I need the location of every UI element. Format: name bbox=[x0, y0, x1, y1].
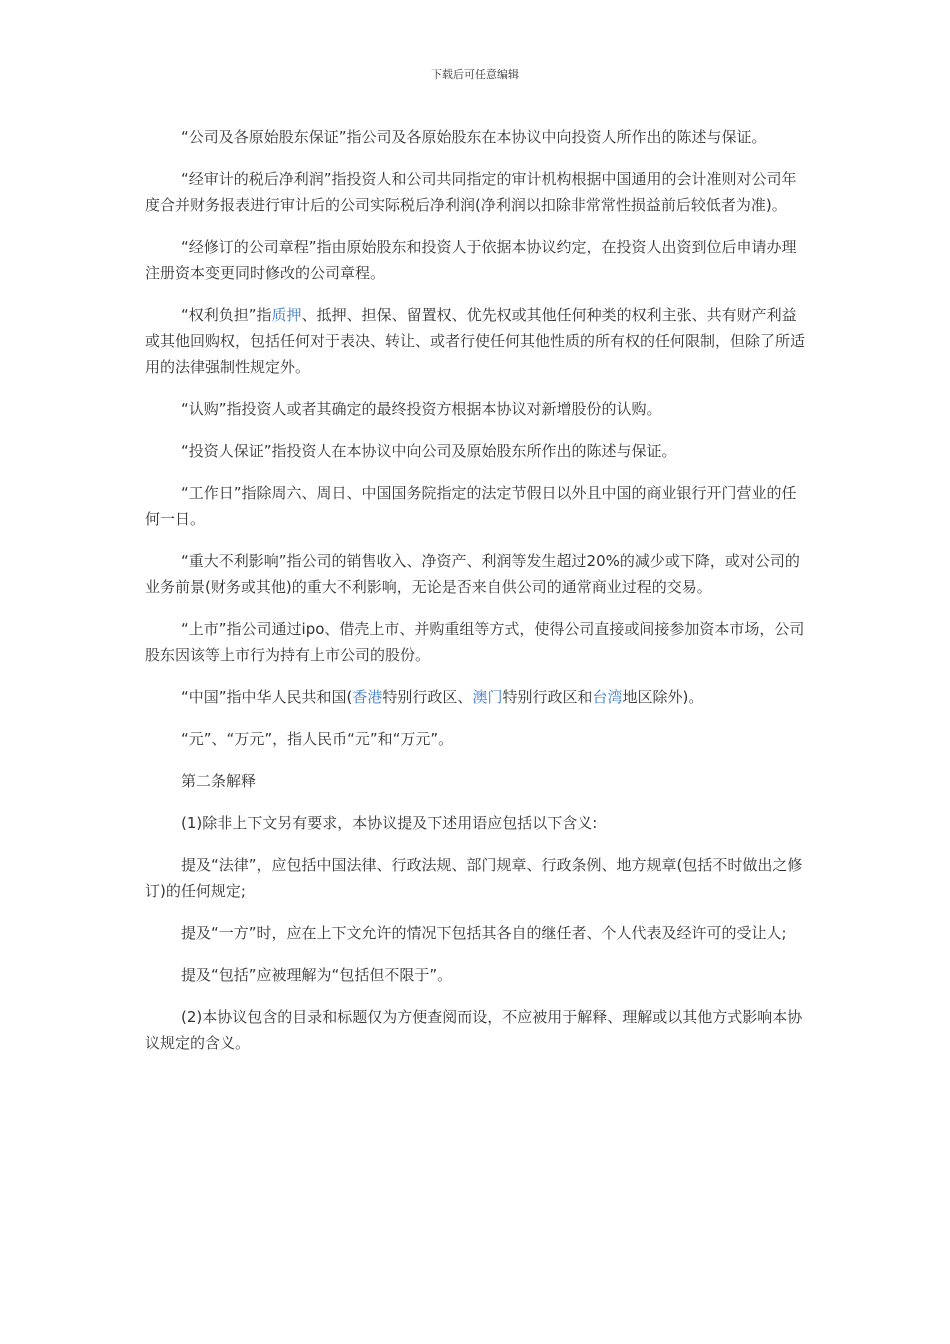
paragraph-china-text-start: “中国”指中华人民共和国( bbox=[181, 688, 353, 706]
paragraph-china-text-mid1: 特别行政区、 bbox=[382, 688, 473, 706]
link-macau[interactable]: 澳门 bbox=[472, 688, 503, 706]
paragraph-material-adverse-effect: “重大不利影响”指公司的销售收入、净资产、利润等发生超过20%的减少或下降，或对公司的业务前景(财务或其他)的重大不利影响，无论是否来自供公司的通常商业过程的交易。 bbox=[145, 552, 800, 596]
page-header: 下载后可任意编辑 bbox=[431, 68, 519, 81]
paragraph-interpretation-2: (2)本协议包含的目录和标题仅为方便查阅而设，不应被用于解释、理解或以其他方式影响本协议规定的含义。 bbox=[145, 1008, 803, 1052]
document-body bbox=[145, 124, 807, 1072]
paragraph-subscription: “认购”指投资人或者其确定的最终投资方根据本协议对新增股份的认购。 bbox=[181, 400, 662, 418]
paragraph-interpretation-1: (1)除非上下文另有要求，本协议提及下述用语应包括以下含义: bbox=[181, 814, 598, 832]
paragraph-currency: “元”、“万元”，指人民币“元”和“万元”。 bbox=[181, 730, 454, 748]
paragraph-amended-articles: “经修订的公司章程”指由原始股东和投资人于依据本协议约定，在投资人出资到位后申请办理注册资本变更同时修改的公司章程。 bbox=[145, 238, 797, 282]
paragraph-including-reference: 提及“包括”应被理解为“包括但不限于”。 bbox=[181, 966, 453, 984]
paragraph-law-reference: 提及“法律”，应包括中国法律、行政法规、部门规章、行政条例、地方规章(包括不时做出之修订)的任何规定; bbox=[145, 856, 803, 900]
paragraph-audited-net-profit: “经审计的税后净利润”指投资人和公司共同指定的审计机构根据中国通用的会计准则对公司年度合并财务报表进行审计后的公司实际税后净利润(净利润以扣除非常常性损益前后较低者为准)。 bbox=[145, 170, 797, 214]
paragraph-company-warranty: “公司及各原始股东保证”指公司及各原始股东在本协议中向投资人所作出的陈述与保证。 bbox=[181, 128, 767, 146]
paragraph-encumbrance-text-start: “权利负担”指 bbox=[181, 306, 272, 324]
paragraph-encumbrance bbox=[145, 302, 807, 380]
paragraph-investor-warranty: “投资人保证”指投资人在本协议中向公司及原始股东所作出的陈述与保证。 bbox=[181, 442, 677, 460]
paragraph-china bbox=[145, 684, 807, 710]
paragraph-listing: “上市”指公司通过ipo、借壳上市、并购重组等方式，使得公司直接或间接参加资本市场，公司股东因该等上市行为持有上市公司的股份。 bbox=[145, 620, 805, 664]
link-taiwan[interactable]: 台湾 bbox=[592, 688, 623, 706]
paragraph-china-text-end: 地区除外)。 bbox=[622, 688, 704, 706]
paragraph-party-reference: 提及“一方”时，应在上下文允许的情况下包括其各自的继任者、个人代表及经许可的受让人; bbox=[181, 924, 787, 942]
paragraph-encumbrance-text-end: 、抵押、担保、留置权、优先权或其他任何种类的权利主张、共有财产利益或其他回购权，包括任何对于表决、转让、或者行使任何其他性质的所有权的任何限制，但除了所适用的法律强制性规定外。 bbox=[145, 306, 806, 376]
link-hong-kong[interactable]: 香港 bbox=[352, 688, 383, 706]
paragraph-business-day: “工作日”指除周六、周日、中国国务院指定的法定节假日以外且中国的商业银行开门营业的任何一日。 bbox=[145, 484, 797, 528]
section-heading-interpretation: 第二条解释 bbox=[181, 772, 257, 790]
paragraph-china-text-mid2: 特别行政区和 bbox=[502, 688, 593, 706]
link-pledge[interactable]: 质押 bbox=[271, 306, 302, 324]
